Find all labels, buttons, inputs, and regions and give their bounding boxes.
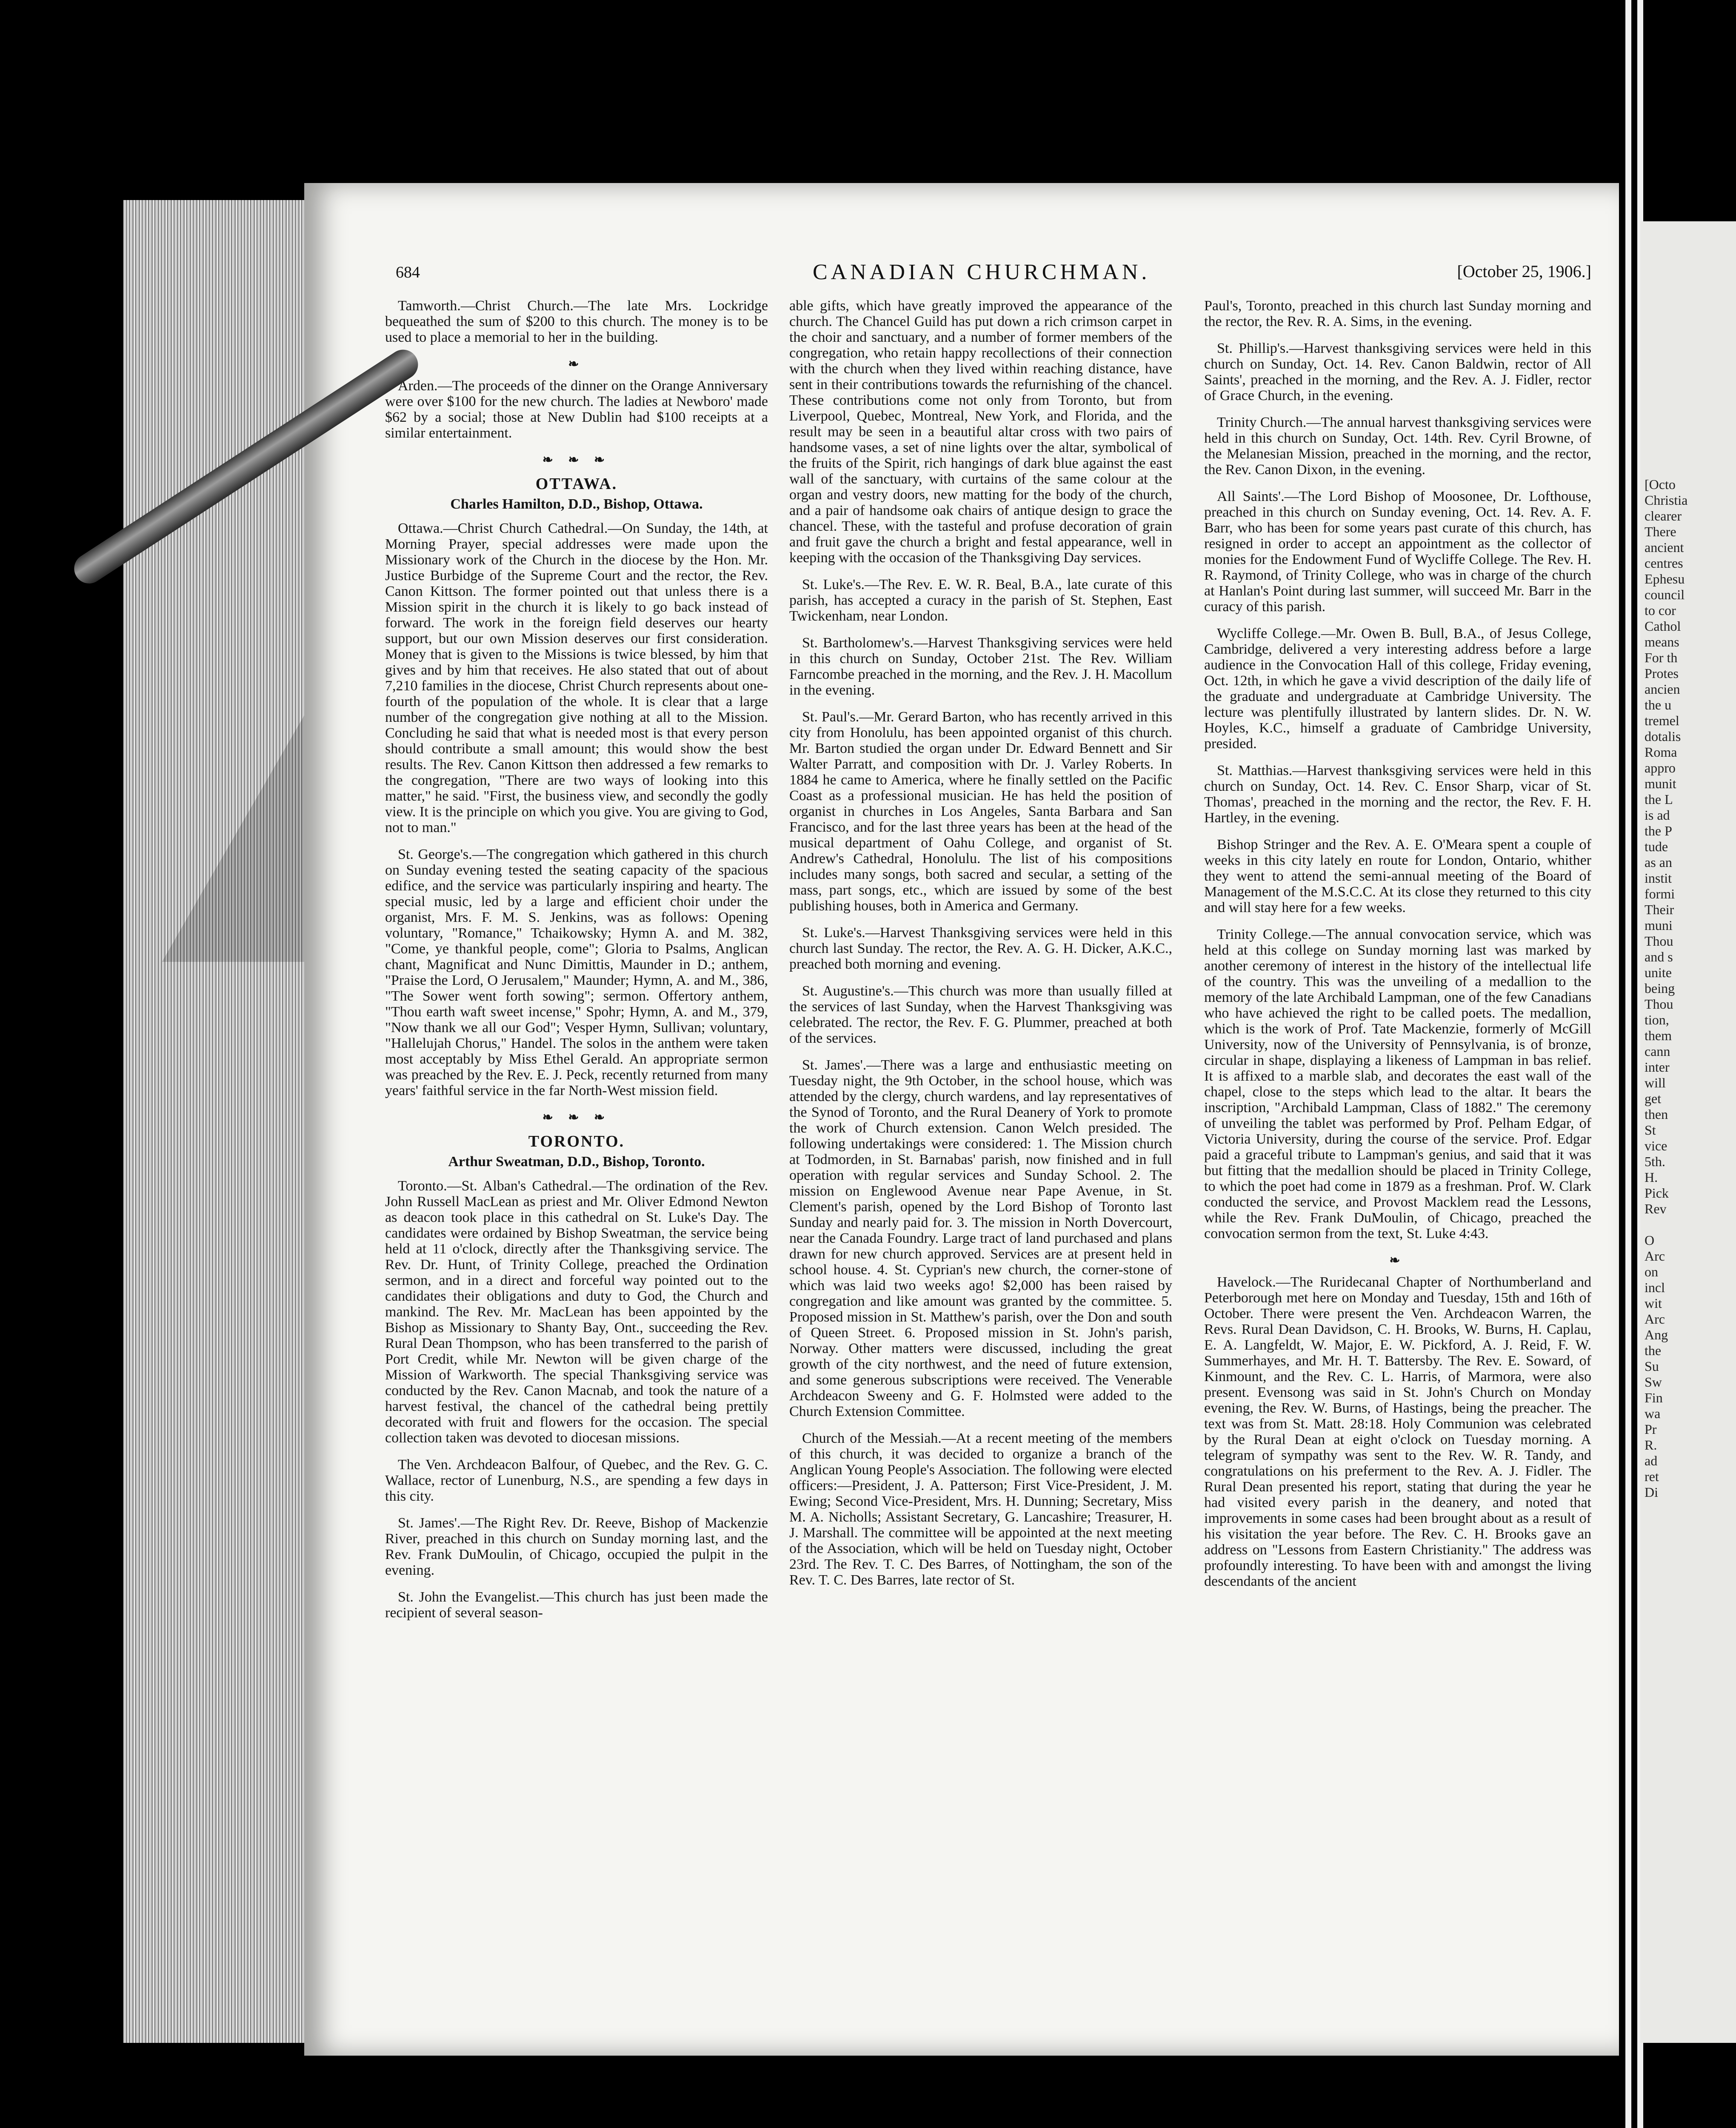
- article-all-saints: All Saints'.—The Lord Bishop of Moosonee, Dr. Lofthouse, preached in this church on Sunday evening, Oct. 14. Rev. A. F. Barr, who has been for some years past curate of this church, has resigned in order to accept an appointment as the collector of monies for the Endowment Fund of Wycliffe College. The Rev. H. R. Raymond, of Trinity College, who was in charge of the church at Hanlan's Point during last summer, will succeed Mr. Barr in the curacy of this parish.: [1204, 489, 1591, 615]
- article-bishop-stringer: Bishop Stringer and the Rev. A. E. O'Meara spent a couple of weeks in this city lately en route for London, Ontario, whither they went to attend the semi-annual meeting of the Board of Management of the M.S.C.C. At its close they returned to this city and will stay here for a few weeks.: [1204, 837, 1591, 915]
- section-title-ottawa: OTTAWA.: [535, 475, 618, 493]
- ornament: ❧: [568, 357, 585, 371]
- issue-date: [October 25, 1906.]: [1457, 262, 1591, 281]
- article-st-augustines: St. Augustine's.—This church was more than usually filled at the services of last Sunday, when the Harvest Thanksgiving was celebrated. The rector, the Rev. F. G. Plummer, preached at both of the services.: [789, 983, 1172, 1046]
- ornament: ❧ ❧ ❧: [542, 1110, 611, 1124]
- article-continued-gifts: able gifts, which have greatly improved the appearance of the church. The Chancel Guild has put down a rich crimson carpet in the choir and sanctuary, and a number of former members of the congregation, who retain happy recollections of their connection with the church when they lived within reaching distance, have sent in their contributions towards the refurnishing of the chancel. These contributions come not only from Toronto, but from Liverpool, Quebec, Montreal, New York, and Florida, and the result may be seen in a beautiful altar cross with two pairs of handsome vases, a set of nine lights over the altar, symbolical of the fruits of the Spirit, rich hangings of dark blue against the east wall of the sanctuary, with curtains of the same colour at the organ and vestry doors, new matting for the body of the church, and a pair of handsome oak chairs of antique design to grace the chancel. These, with the tasteful and profuse decoration of grain and fruit gave the church a bright and festal appearance, well in keeping with the occasion of the Thanksgiving Day services.: [789, 298, 1172, 566]
- article-tamworth: Tamworth.—Christ Church.—The late Mrs. Lockridge bequeathed the sum of $200 to this church. The money is to be used to place a memorial to her in the building.: [385, 298, 768, 345]
- adjacent-page-text-fragment: [Octo Christia clearer There ancient centres Ephesu council to cor Cathol means For th Protes ancien the u tremel dotalis Roma appro munit the L is ad the P tude as an instit formi Their muni Thou and s unite being Thou tion, them cann inter will get then St vice 5th. H. Pick Rev O Arc on incl wit Arc Ang the Su Sw Fin wa Pr R. ad ret Di: [1645, 477, 1688, 1500]
- page-header: [396, 260, 1591, 289]
- article-church-of-messiah: Church of the Messiah.—At a recent meeting of the members of this church, it was decided to organize a branch of the Anglican Young People's Association. The following were elected officers:—President, J. A. Patterson; First Vice-President, J. M. Ewing; Second Vice-President, Mrs. H. Dunning; Secretary, Miss M. A. Nicholls; Assistant Secretary, G. Lancashire; Treasurer, H. J. Marshall. The committee will be appointed at the next meeting of the Association, which will be held on Tuesday night, October 23rd. The Rev. T. C. Des Barres, of Nottingham, the son of the Rev. T. C. Des Barres, late rector of St.: [789, 1430, 1172, 1588]
- article-continued-pauls: Paul's, Toronto, preached in this church last Sunday morning and the rector, the Rev. R. A. Sims, in the evening.: [1204, 298, 1591, 329]
- column-3: [1204, 298, 1591, 2034]
- article-st-lukes-harvest: St. Luke's.—Harvest Thanksgiving services were held in this church last Sunday. The rector, the Rev. A. G. H. Dicker, A.K.C., preached both morning and evening.: [789, 925, 1172, 972]
- article-ottawa-christ-church: Ottawa.—Christ Church Cathedral.—On Sunday, the 14th, at Morning Prayer, special addresses were made upon the Missionary work of the Church in the diocese by the Hon. Mr. Justice Burbidge of the Supreme Court and the rector, the Rev. Canon Kittson. The former pointed out that unless there is a Mission spirit in the church it is likely to go back instead of forward. The work in the foreign field deserves our hearty support, but our own Mission deserves our first consideration. Money that is given to the Missions is twice blessed, by him that gives and by him that receives. He also stated that out of about 7,210 families in the diocese, Christ Church represents about one-fourth of the population of the whole. It is clear that a large number of the congregation give nothing at all to the Mission. Concluding he said that what is needed most is that every person should contribute a small amount; this would show the best results. The Rev. Canon Kittson then addressed a few remarks to the congregation, "There are two ways of looking into this matter," he said. "First, the business view, and secondly the godly view. It is the principle on which you give. You are giving to God, not to man.": [385, 521, 768, 835]
- page-divider-line: [1625, 0, 1631, 2128]
- article-st-albans: Toronto.—St. Alban's Cathedral.—The ordination of the Rev. John Russell MacLean as priest and Mr. Oliver Edmond Newton as deacon took place in this cathedral on St. Luke's Day. The candidates were ordained by Bishop Sweatman, the service being held at 11 o'clock, directly after the Thanksgiving service. The Rev. Dr. Hunt, of Trinity College, preached the Ordination sermon, and in a direct and forceful way pointed out to the candidates their obligations and duty to God, the Church and mankind. The Rev. Mr. MacLean has been appointed by the Bishop as Missionary to Shanty Bay, Ont., succeeding the Rev. Rural Dean Thompson, who has been transferred to the parish of Port Credit, while Mr. Newton will be given charge of the Mission of Warkworth. The special Thanksgiving service was conducted by the Rev. Canon Macnab, and took the nature of a harvest festival, the chancel of the cathedral being prettily decorated with fruit and flowers for the occasion. The special collection taken was devoted to diocesan missions.: [385, 1178, 768, 1446]
- article-arden: Arden.—The proceeds of the dinner on the Orange Anniversary were over $100 for the new church. The ladies at Newboro' made $62 by a social; those at New Dublin had $100 receipts at a similar entertainment.: [385, 378, 768, 441]
- page-number: 684: [396, 263, 420, 281]
- column-2: [789, 298, 1172, 2034]
- article-st-lukes-beal: St. Luke's.—The Rev. E. W. R. Beal, B.A., late curate of this parish, has accepted a curacy in the parish of St. Stephen, East Twickenham, near London.: [789, 577, 1172, 624]
- article-st-john-evangelist: St. John the Evangelist.—This church has just been made the recipient of several season-: [385, 1589, 768, 1621]
- article-st-matthias: St. Matthias.—Harvest thanksgiving services were held in this church on Sunday, Oct. 14. Rev. C. Ensor Sharp, vicar of St. Thomas', preached in the morning and the rector, the Rev. F. H. Hartley, in the evening.: [1204, 763, 1591, 826]
- column-1: [385, 298, 768, 2034]
- article-st-bartholomews: St. Bartholomew's.—Harvest Thanksgiving services were held in this church on Sunday, October 21st. The Rev. William Farncombe preached in the morning, and the Rev. J. H. Macollum in the evening.: [789, 635, 1172, 698]
- article-havelock: Havelock.—The Ruridecanal Chapter of Northumberland and Peterborough met here on Monday and Tuesday, 15th and 16th of October. There were present the Ven. Archdeacon Warren, the Revs. Rural Dean Davidson, C. H. Brooks, W. Burns, H. Caplau, E. A. Langfeldt, W. Major, E. W. Pickford, A. J. Reid, F. W. Summerhayes, and Mr. H. T. Battersby. The Rev. E. Soward, of Kinmount, and the Rev. C. L. Harris, of Marmora, were also present. Evensong was said in St. John's Church on Monday evening, the Rev. W. Burns, of Hastings, being the preacher. The text was from St. Matt. 28:18. Holy Communion was celebrated by the Rural Dean at eight o'clock on Tuesday morning. A telegram of sympathy was sent to the Rev. W. R. Tandy, and congratulations on his preferment to the Rev. A. J. Fidler. The Rural Dean presented his report, stating that during the year he had visited every parish in the deanery, and noted that improvements in some cases had been brought about as a result of his visitation the year before. The Rev. C. H. Brooks gave an address on "Lessons from Eastern Christianity." The address was profoundly interesting. To have been with and amongst the living descendants of the ancient: [1204, 1274, 1591, 1589]
- ornament: ❧: [1389, 1253, 1406, 1267]
- article-st-phillips: St. Phillip's.—Harvest thanksgiving services were held in this church on Sunday, Oct. 14. Rev. Canon Baldwin, rector of All Saints', preached in the morning, and the Rev. A. J. Fidler, rector of Grace Church, in the evening.: [1204, 340, 1591, 403]
- article-st-georges: St. George's.—The congregation which gathered in this church on Sunday evening tested the seating capacity of the spacious edifice, and the service was particularly inspiring and hearty. The special music, led by a large and efficient choir under the organist, Mrs. F. M. S. Jenkins, was as follows: Opening voluntary, "Romance," Tchaikowsky; Hymn A. and M. 382, "Come, ye thankful people, come"; Gloria to Psalms, Anglican chant, Magnificat and Nunc Dimittis, Maunder in D.; anthem, "Praise the Lord, O Jerusalem," Maunder; Hymn, A. and M., 386, "The Sower went forth sowing"; sermon. Offertory anthem, "Thou earth waft sweet incense," Spohr; Hymn, A. and M., 379, "Now thank we all our God"; Vesper Hymn, Sullivan; voluntary, "Hallelujah Chorus," Handel. The solos in the anthem were taken most acceptably by Miss Ethel Gerald. An appropriate sermon was preached by the Rev. E. J. Peck, recently returned from many years' faithful service in the far North-West mission field.: [385, 847, 768, 1098]
- article-trinity-church: Trinity Church.—The annual harvest thanksgiving services were held in this church on Sunday, Oct. 14th. Rev. Cyril Browne, of the Melanesian Mission, preached in the morning, and the rector, the Rev. Canon Dixon, in the evening.: [1204, 415, 1591, 478]
- section-title-toronto: TORONTO.: [528, 1133, 625, 1150]
- journal-title: CANADIAN CHURCHMAN.: [813, 260, 1151, 284]
- bishop-line-ottawa: Charles Hamilton, D.D., Bishop, Ottawa.: [450, 496, 703, 512]
- article-st-james: St. James'.—The Right Rev. Dr. Reeve, Bishop of Mackenzie River, preached in this church on Sunday morning last, and the Rev. Frank DuMoulin, of Chicago, occupied the pulpit in the evening.: [385, 1515, 768, 1578]
- bishop-line-toronto: Arthur Sweatman, D.D., Bishop, Toronto.: [448, 1154, 705, 1170]
- article-st-james-extension: St. James'.—There was a large and enthusiastic meeting on Tuesday night, the 9th October, in the school house, which was attended by the clergy, church wardens, and lay representatives of the Synod of Toronto, and the Rural Deanery of York to promote the work of Church extension. Canon Welch presided. The following undertakings were considered: 1. The Mission church at Todmorden, in St. Barnabas' parish, now finished and in full operation with regular services and Sunday School. 2. The mission on Englewood Avenue near Pape Avenue, in St. Clement's parish, opened by the Lord Bishop of Toronto last Sunday and nearly paid for. 3. The mission in North Dovercourt, near the Canada Foundry. Large tract of land purchased and plans drawn for new church approved. Services are at present held in school house. 4. St. Cyprian's new church, the corner-stone of which was laid two weeks ago! $2,000 has been raised by congregation and like amount was granted by the committee. 5. Proposed mission in St. Matthew's parish, over the Don and south of Queen Street. 6. Proposed mission in St. John's parish, Norway. Other matters were discussed, including the great growth of the city northwest, and the need of future extension, and some generous subscriptions were received. The Venerable Archdeacon Sweeny and G. F. Holmsted were added to the Church Extension Committee.: [789, 1057, 1172, 1419]
- article-wycliffe-college: Wycliffe College.—Mr. Owen B. Bull, B.A., of Jesus College, Cambridge, delivered a very interesting address before a large audience in the Convocation Hall of this college, Friday evening, Oct. 12th, in which he gave a vivid description of the daily life of the graduate and undergraduate at Cambridge University. The lecture was plentifully illustrated by lantern slides. Dr. N. W. Hoyles, K.C., himself a graduate of Cambridge University, presided.: [1204, 626, 1591, 752]
- ornament: ❧ ❧ ❧: [542, 453, 611, 467]
- adjacent-page: [1640, 221, 1736, 2043]
- article-st-pauls-organist: St. Paul's.—Mr. Gerard Barton, who has recently arrived in this city from Honolulu, has been appointed organist of this church. Mr. Barton studied the organ under Dr. Edward Bennett and Sir Walter Parratt, and composition with Dr. J. Varley Roberts. In 1884 he came to America, where he finally settled on the Pacific Coast as a professional musician. He has held the position of organist in churches in Los Angeles, Santa Barbara and San Francisco, and for the last three years has been at the head of the musical department of Oahu College, and organist of St. Andrew's Cathedral, Honolulu. The list of his compositions includes many songs, both sacred and secular, a setting of the mass, part songs, etc., which are issued by some of the best publishing houses, both in America and Germany.: [789, 709, 1172, 914]
- article-trinity-college: Trinity College.—The annual convocation service, which was held at this college on Sunday morning last was marked by another ceremony of interest in the history of the intellectual life of the country. This was the unveiling of a medallion to the memory of the late Archibald Lampman, one of the few Canadians who have achieved the right to be called poets. The medallion, which is the work of Prof. Tate Mackenzie, formerly of McGill University, now of the University of Pennsylvania, is of bronze, circular in shape, displaying a likeness of Lampman in bas relief. It is affixed to a marble slab, and decorates the east wall of the chapel, close to the steps which lead to the altar. It bears the inscription, "Archibald Lampman, Class of 1882." The ceremony of unveiling the tablet was performed by Prof. Pelham Edgar, of Victoria University, during the course of the service. Prof. Edgar paid a graceful tribute to Lampman's genius, and said that it was but fitting that the medallion should be placed in Trinity College, to which the poet had come in 1879 as a freshman. Prof. W. Clark conducted the service, and Provost Macklem read the Lessons, while the Rev. Frank DuMoulin, of Chicago, preached the convocation sermon from the text, St. Luke 4:43.: [1204, 927, 1591, 1241]
- article-archdeacon-balfour: The Ven. Archdeacon Balfour, of Quebec, and the Rev. G. C. Wallace, rector of Lunenburg, N.S., are spending a few days in this city.: [385, 1457, 768, 1504]
